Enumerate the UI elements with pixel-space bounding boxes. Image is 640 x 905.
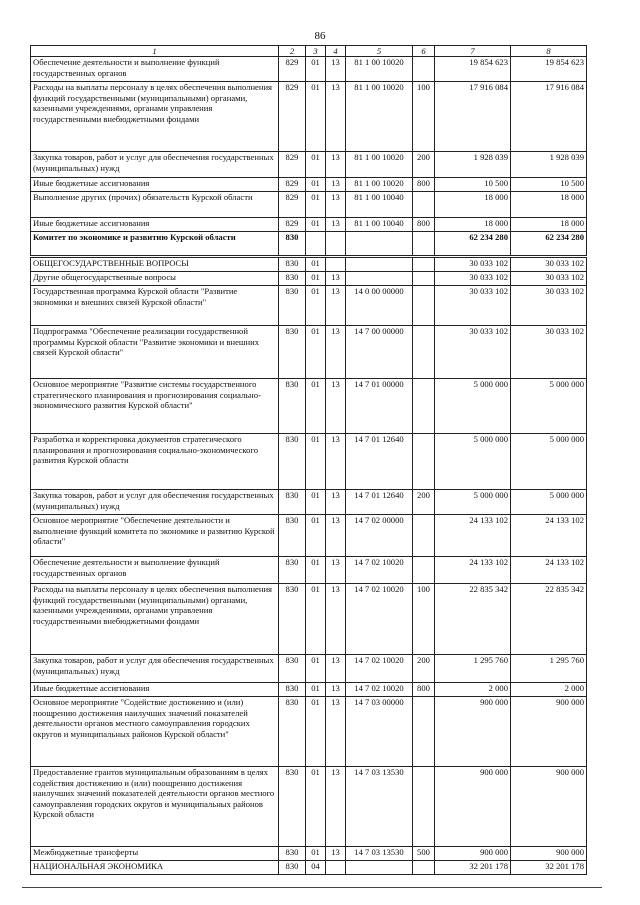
amount-year1-cell: 30 033 102 [435, 272, 511, 286]
amount-year2-cell: 30 033 102 [511, 286, 587, 326]
expense-type-cell [413, 57, 435, 82]
amount-year1-cell: 22 835 342 [435, 584, 511, 655]
target-article-cell: 14 7 02 10020 [346, 557, 413, 584]
row-name-cell: Подпрограмма "Обеспечение реализации государственной программы Курской области "Развитие экономики и внешних связей Курской области" [31, 326, 279, 379]
subsection-code-cell: 13 [326, 272, 346, 286]
ministry-code-cell: 830 [279, 232, 306, 257]
ministry-code-cell: 830 [279, 272, 306, 286]
subsection-code-cell: 13 [326, 192, 346, 218]
expense-type-cell: 200 [413, 152, 435, 178]
table-row [31, 57, 587, 82]
table-row [31, 192, 587, 218]
target-article-cell: 14 7 01 12640 [346, 490, 413, 515]
section-code-cell: 01 [306, 683, 326, 697]
amount-year2-cell: 62 234 280 [511, 232, 587, 257]
amount-year2-cell: 18 000 [511, 218, 587, 232]
expense-type-cell [413, 434, 435, 490]
expense-type-cell [413, 232, 435, 257]
subsection-code-cell: 13 [326, 683, 346, 697]
amount-year2-cell: 1 295 760 [511, 655, 587, 683]
amount-year1-cell: 62 234 280 [435, 232, 511, 257]
ministry-code-cell: 830 [279, 847, 306, 861]
target-article-cell: 14 7 01 00000 [346, 379, 413, 434]
subsection-code-cell: 13 [326, 178, 346, 192]
ministry-code-cell: 830 [279, 557, 306, 584]
amount-year1-cell: 5 000 000 [435, 490, 511, 515]
col-header-8: 8 [511, 46, 587, 57]
table-row [31, 861, 587, 875]
expense-type-cell: 200 [413, 490, 435, 515]
amount-year1-cell: 5 000 000 [435, 379, 511, 434]
target-article-cell [346, 861, 413, 875]
table-row [31, 257, 587, 272]
budget-table [30, 45, 587, 875]
page-number: 86 [314, 30, 326, 42]
row-name-cell: Комитет по экономике и развитию Курской области [31, 232, 279, 257]
ministry-code-cell: 830 [279, 861, 306, 875]
row-name-cell: Закупка товаров, работ и услуг для обеспечения государственных (муниципальных) нужд [31, 152, 279, 178]
subsection-code-cell [326, 861, 346, 875]
expense-type-cell: 200 [413, 655, 435, 683]
amount-year2-cell: 18 000 [511, 192, 587, 218]
expense-type-cell: 800 [413, 683, 435, 697]
row-name-cell: Межбюджетные трансферты [31, 847, 279, 861]
target-article-cell: 14 7 00 00000 [346, 326, 413, 379]
expense-type-cell: 500 [413, 847, 435, 861]
section-code-cell: 04 [306, 861, 326, 875]
expense-type-cell: 100 [413, 82, 435, 152]
row-name-cell: ОБЩЕГОСУДАРСТВЕННЫЕ ВОПРОСЫ [31, 257, 279, 272]
subsection-code-cell: 13 [326, 767, 346, 847]
expense-type-cell [413, 286, 435, 326]
ministry-code-cell: 830 [279, 697, 306, 767]
row-name-cell: Иные бюджетные ассигнования [31, 178, 279, 192]
ministry-code-cell: 829 [279, 82, 306, 152]
target-article-cell: 14 7 02 10020 [346, 683, 413, 697]
amount-year2-cell: 30 033 102 [511, 257, 587, 272]
row-name-cell: Другие общегосударственные вопросы [31, 272, 279, 286]
section-code-cell: 01 [306, 257, 326, 272]
table-row [31, 152, 587, 178]
table-row [31, 272, 587, 286]
section-code-cell: 01 [306, 192, 326, 218]
row-name-cell: Разработка и корректировка документов стратегического планирования и прогнозирования социально-экономического развития Курской области [31, 434, 279, 490]
subsection-code-cell: 13 [326, 82, 346, 152]
amount-year1-cell: 10 500 [435, 178, 511, 192]
section-code-cell: 01 [306, 434, 326, 490]
target-article-cell: 81 1 00 10020 [346, 178, 413, 192]
row-name-cell: Выполнение других (прочих) обязательств Курской области [31, 192, 279, 218]
amount-year2-cell: 5 000 000 [511, 379, 587, 434]
amount-year1-cell: 5 000 000 [435, 434, 511, 490]
amount-year1-cell: 900 000 [435, 847, 511, 861]
ministry-code-cell: 830 [279, 683, 306, 697]
row-name-cell: Закупка товаров, работ и услуг для обеспечения государственных (муниципальных) нужд [31, 655, 279, 683]
section-code-cell: 01 [306, 490, 326, 515]
amount-year1-cell: 2 000 [435, 683, 511, 697]
amount-year1-cell: 19 854 623 [435, 57, 511, 82]
target-article-cell: 14 7 02 10020 [346, 584, 413, 655]
amount-year2-cell: 900 000 [511, 767, 587, 847]
ministry-code-cell: 830 [279, 584, 306, 655]
amount-year2-cell: 19 854 623 [511, 57, 587, 82]
expense-type-cell [413, 272, 435, 286]
col-header-5: 5 [346, 46, 413, 57]
amount-year1-cell: 1 295 760 [435, 655, 511, 683]
expense-type-cell [413, 326, 435, 379]
subsection-code-cell: 13 [326, 557, 346, 584]
row-name-cell: Государственная программа Курской области "Развитие экономики и внешних связей Курской области" [31, 286, 279, 326]
expense-type-cell: 800 [413, 218, 435, 232]
amount-year2-cell: 900 000 [511, 697, 587, 767]
target-article-cell: 81 1 00 10040 [346, 192, 413, 218]
row-name-cell: Закупка товаров, работ и услуг для обеспечения государственных (муниципальных) нужд [31, 490, 279, 515]
section-code-cell: 01 [306, 57, 326, 82]
subsection-code-cell [326, 257, 346, 272]
row-name-cell: Расходы на выплаты персоналу в целях обеспечения выполнения функций государственными (муниципальными) органами, казенными учреждениями, органами управления государственными внебюджетными фондами [31, 82, 279, 152]
target-article-cell: 81 1 00 10020 [346, 82, 413, 152]
amount-year2-cell: 5 000 000 [511, 434, 587, 490]
subsection-code-cell: 13 [326, 379, 346, 434]
column-number-row [31, 46, 587, 57]
table-row [31, 697, 587, 767]
target-article-cell: 14 7 02 10020 [346, 655, 413, 683]
subsection-code-cell: 13 [326, 490, 346, 515]
target-article-cell: 81 1 00 10040 [346, 218, 413, 232]
col-header-6: 6 [413, 46, 435, 57]
subsection-code-cell: 13 [326, 326, 346, 379]
ministry-code-cell: 830 [279, 379, 306, 434]
target-article-cell [346, 272, 413, 286]
section-code-cell: 01 [306, 178, 326, 192]
subsection-code-cell [326, 232, 346, 257]
target-article-cell: 14 7 03 13530 [346, 847, 413, 861]
amount-year2-cell: 32 201 178 [511, 861, 587, 875]
col-header-7: 7 [435, 46, 511, 57]
table-row [31, 557, 587, 584]
target-article-cell: 14 7 02 00000 [346, 515, 413, 557]
table-row [31, 286, 587, 326]
target-article-cell [346, 232, 413, 257]
subsection-code-cell: 13 [326, 655, 346, 683]
ministry-code-cell: 829 [279, 192, 306, 218]
section-code-cell: 01 [306, 847, 326, 861]
amount-year1-cell: 1 928 039 [435, 152, 511, 178]
col-header-4: 4 [326, 46, 346, 57]
subsection-code-cell: 13 [326, 584, 346, 655]
section-code-cell: 01 [306, 218, 326, 232]
section-code-cell: 01 [306, 697, 326, 767]
target-article-cell: 14 7 03 00000 [346, 697, 413, 767]
amount-year1-cell: 30 033 102 [435, 257, 511, 272]
amount-year1-cell: 24 133 102 [435, 557, 511, 584]
target-article-cell: 81 1 00 10020 [346, 57, 413, 82]
expense-type-cell [413, 697, 435, 767]
amount-year1-cell: 17 916 084 [435, 82, 511, 152]
table-row [31, 767, 587, 847]
amount-year2-cell: 24 133 102 [511, 515, 587, 557]
table-row [31, 515, 587, 557]
col-header-2: 2 [279, 46, 306, 57]
expense-type-cell: 800 [413, 178, 435, 192]
subsection-code-cell: 13 [326, 515, 346, 557]
section-code-cell: 01 [306, 515, 326, 557]
table-row [31, 683, 587, 697]
ministry-code-cell: 830 [279, 767, 306, 847]
section-code-cell: 01 [306, 655, 326, 683]
table-row [31, 847, 587, 861]
amount-year2-cell: 22 835 342 [511, 584, 587, 655]
amount-year1-cell: 900 000 [435, 697, 511, 767]
amount-year2-cell: 24 133 102 [511, 557, 587, 584]
row-name-cell: Предоставление грантов муниципальным образованиям в целях содействия достижению и (или) поощрению достижения наилучших значений показателей деятельности органов местного самоуправления городских округов и муниципальных районов Курской области [31, 767, 279, 847]
row-name-cell: Основное мероприятие "Содействие достижению и (или) поощрению достижения наилучших значений показателей деятельности органов местного самоуправления городских округов и муниципальных районов Курской области" [31, 697, 279, 767]
subsection-code-cell: 13 [326, 286, 346, 326]
ministry-code-cell: 830 [279, 515, 306, 557]
table-row [31, 232, 587, 257]
ministry-code-cell: 829 [279, 218, 306, 232]
bottom-rule [22, 887, 602, 888]
row-name-cell: Расходы на выплаты персоналу в целях обеспечения выполнения функций государственными (муниципальными) органами, казенными учреждениями, органами управления государственными внебюджетными фондами [31, 584, 279, 655]
section-code-cell: 01 [306, 82, 326, 152]
ministry-code-cell: 829 [279, 178, 306, 192]
expense-type-cell [413, 379, 435, 434]
amount-year1-cell: 18 000 [435, 192, 511, 218]
table-row [31, 178, 587, 192]
subsection-code-cell: 13 [326, 218, 346, 232]
table-row [31, 218, 587, 232]
ministry-code-cell: 830 [279, 257, 306, 272]
row-name-cell: Обеспечение деятельности и выполнение функций государственных органов [31, 57, 279, 82]
expense-type-cell [413, 557, 435, 584]
target-article-cell: 14 7 01 12640 [346, 434, 413, 490]
target-article-cell: 14 0 00 00000 [346, 286, 413, 326]
subsection-code-cell: 13 [326, 697, 346, 767]
amount-year2-cell: 1 928 039 [511, 152, 587, 178]
amount-year2-cell: 17 916 084 [511, 82, 587, 152]
expense-type-cell [413, 767, 435, 847]
table-row [31, 82, 587, 152]
section-code-cell: 01 [306, 326, 326, 379]
amount-year2-cell: 30 033 102 [511, 272, 587, 286]
row-name-cell: Иные бюджетные ассигнования [31, 683, 279, 697]
section-code-cell: 01 [306, 286, 326, 326]
section-code-cell: 01 [306, 584, 326, 655]
expense-type-cell [413, 861, 435, 875]
table-row [31, 490, 587, 515]
target-article-cell [346, 257, 413, 272]
row-name-cell: Основное мероприятие "Обеспечение деятельности и выполнение функций комитета по экономике и развитию Курской области" [31, 515, 279, 557]
amount-year2-cell: 10 500 [511, 178, 587, 192]
amount-year2-cell: 900 000 [511, 847, 587, 861]
expense-type-cell [413, 257, 435, 272]
amount-year1-cell: 900 000 [435, 767, 511, 847]
subsection-code-cell: 13 [326, 847, 346, 861]
ministry-code-cell: 830 [279, 490, 306, 515]
section-code-cell: 01 [306, 767, 326, 847]
row-name-cell: НАЦИОНАЛЬНАЯ ЭКОНОМИКА [31, 861, 279, 875]
section-code-cell: 01 [306, 272, 326, 286]
subsection-code-cell: 13 [326, 152, 346, 178]
col-header-1: 1 [31, 46, 279, 57]
col-header-3: 3 [306, 46, 326, 57]
ministry-code-cell: 830 [279, 326, 306, 379]
amount-year2-cell: 2 000 [511, 683, 587, 697]
expense-type-cell [413, 515, 435, 557]
ministry-code-cell: 830 [279, 655, 306, 683]
row-name-cell: Основное мероприятие "Развитие системы государственного стратегического планирования и прогнозирования социально-экономического развития Курской области" [31, 379, 279, 434]
table-row [31, 584, 587, 655]
subsection-code-cell: 13 [326, 434, 346, 490]
ministry-code-cell: 829 [279, 152, 306, 178]
ministry-code-cell: 830 [279, 286, 306, 326]
subsection-code-cell: 13 [326, 57, 346, 82]
amount-year1-cell: 30 033 102 [435, 286, 511, 326]
expense-type-cell: 100 [413, 584, 435, 655]
amount-year2-cell: 5 000 000 [511, 490, 587, 515]
amount-year1-cell: 32 201 178 [435, 861, 511, 875]
amount-year1-cell: 18 000 [435, 218, 511, 232]
table-row [31, 655, 587, 683]
table-row [31, 379, 587, 434]
target-article-cell: 14 7 03 13530 [346, 767, 413, 847]
section-code-cell: 01 [306, 379, 326, 434]
table-row [31, 434, 587, 490]
section-code-cell [306, 232, 326, 257]
expense-type-cell [413, 192, 435, 218]
row-name-cell: Обеспечение деятельности и выполнение функций государственных органов [31, 557, 279, 584]
amount-year1-cell: 24 133 102 [435, 515, 511, 557]
ministry-code-cell: 830 [279, 434, 306, 490]
section-code-cell: 01 [306, 152, 326, 178]
table-row [31, 326, 587, 379]
amount-year2-cell: 30 033 102 [511, 326, 587, 379]
ministry-code-cell: 829 [279, 57, 306, 82]
row-name-cell: Иные бюджетные ассигнования [31, 218, 279, 232]
section-code-cell: 01 [306, 557, 326, 584]
target-article-cell: 81 1 00 10020 [346, 152, 413, 178]
amount-year1-cell: 30 033 102 [435, 326, 511, 379]
